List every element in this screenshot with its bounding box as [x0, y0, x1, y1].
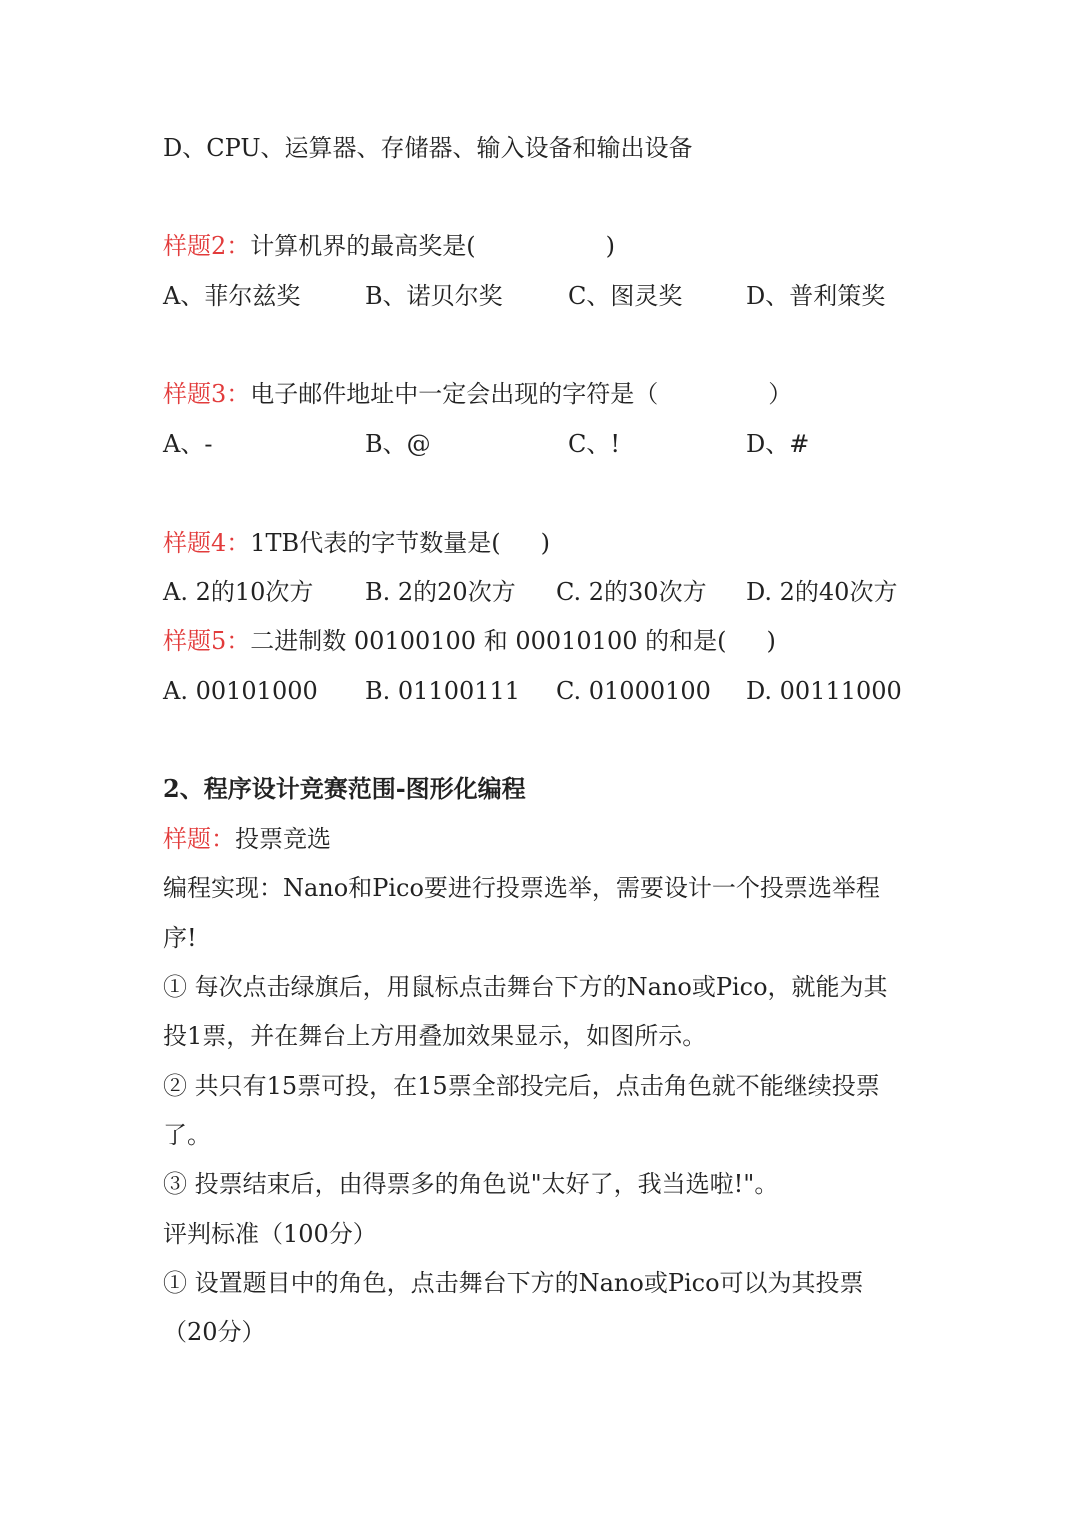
sample-title: 投票竞选	[235, 825, 331, 853]
requirement-1-line-2: 投1票，并在舞台上方用叠加效果显示，如图所示。	[163, 1022, 707, 1050]
question-3-close: ）	[768, 380, 793, 408]
question-4-option-b: B. 2的20次方	[365, 578, 516, 606]
question-2-text: 计算机界的最高奖是(	[250, 232, 476, 260]
question-3-option-c: C、!	[568, 430, 621, 458]
criterion-1-line-2: （20分）	[163, 1318, 266, 1346]
requirement-1-line-1: ① 每次点击绿旗后，用鼠标点击舞台下方的Nano或Pico，就能为其	[163, 973, 888, 1001]
question-2	[163, 230, 615, 262]
question-3	[163, 378, 792, 410]
question-4-option-c: C. 2的30次方	[556, 578, 707, 606]
question-5-text: 二进制数 00100100 和 00010100 的和是(	[250, 627, 727, 655]
question-4-text: 1TB代表的字节数量是(	[250, 529, 501, 557]
question-2-label: 样题2：	[163, 232, 251, 260]
question-4-label: 样题4：	[163, 529, 251, 557]
criterion-1-line-1: ① 设置题目中的角色，点击舞台下方的Nano或Pico可以为其投票	[163, 1269, 864, 1297]
question-5-option-d: D. 00111000	[746, 677, 902, 705]
sample-title-line	[163, 823, 331, 855]
question-5-option-a: A. 00101000	[163, 677, 318, 705]
question-5-close: )	[766, 627, 776, 655]
requirement-2-line-2: 了。	[163, 1121, 211, 1149]
question-5-option-b: B. 01100111	[365, 677, 521, 705]
question-3-label: 样题3：	[163, 380, 251, 408]
question-5	[163, 625, 776, 657]
question-2-option-b: B、诺贝尔奖	[365, 282, 503, 310]
prev-option-d: D、CPU、运算器、存储器、输入设备和输出设备	[163, 134, 693, 162]
question-3-option-a: A、-	[163, 430, 213, 458]
question-2-option-d: D、普利策奖	[746, 282, 886, 310]
question-5-label: 样题5：	[163, 627, 251, 655]
task-line-2: 序!	[163, 924, 197, 952]
requirement-2-line-1: ② 共只有15票可投，在15票全部投完后，点击角色就不能继续投票	[163, 1072, 880, 1100]
task-line-1: 编程实现：Nano和Pico要进行投票选举，需要设计一个投票选举程	[163, 874, 880, 902]
question-3-text: 电子邮件地址中一定会出现的字符是（	[250, 380, 659, 408]
question-3-option-d: D、#	[746, 430, 810, 458]
question-2-option-c: C、图灵奖	[568, 282, 683, 310]
question-4-option-d: D. 2的40次方	[746, 578, 898, 606]
question-2-close: )	[605, 232, 616, 260]
criteria-title: 评判标准（100分）	[163, 1220, 377, 1248]
requirement-3: ③ 投票结束后，由得票多的角色说"太好了，我当选啦!"。	[163, 1170, 779, 1198]
question-5-option-c: C. 01000100	[556, 677, 711, 705]
question-2-option-a: A、菲尔兹奖	[163, 282, 301, 310]
question-4-close: )	[540, 529, 550, 557]
section-2-heading: 2、程序设计竞赛范围-图形化编程	[163, 774, 526, 803]
question-4-option-a: A. 2的10次方	[163, 578, 314, 606]
question-4	[163, 527, 550, 559]
sample-label: 样题：	[163, 825, 235, 853]
question-3-option-b: B、@	[365, 430, 431, 458]
